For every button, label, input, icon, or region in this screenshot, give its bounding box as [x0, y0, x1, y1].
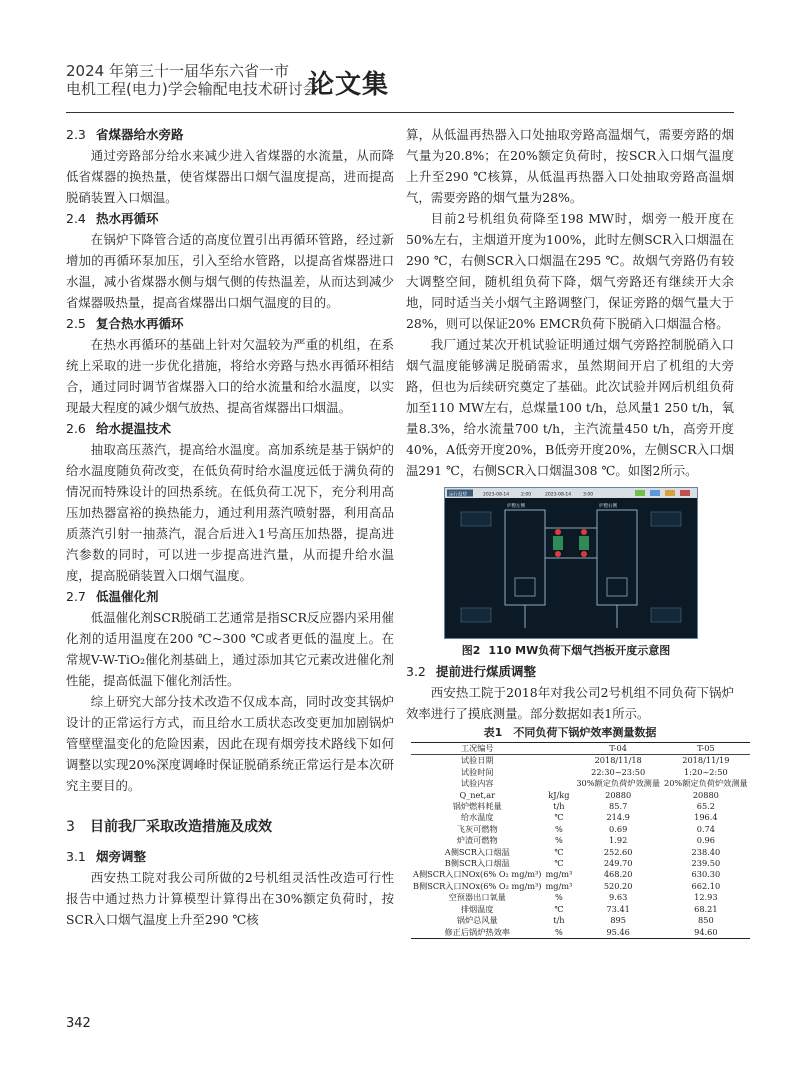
section-title: 给水提温技术 — [96, 421, 172, 436]
table-cell: T-05 — [662, 743, 750, 755]
table-cell: 630.30 — [691, 869, 721, 880]
table-cell: 20880 — [692, 789, 719, 800]
readout-panel — [461, 512, 491, 526]
left-flue-duct — [505, 510, 545, 605]
table-cell: 飞灰可燃物 — [456, 823, 498, 834]
section-number: 2.4 — [66, 211, 86, 226]
section-title: 热水再循环 — [96, 211, 159, 226]
table-cell: % — [544, 927, 575, 939]
table-cell: 30%额定负荷炉效测量 — [576, 778, 661, 789]
readout-panel — [651, 512, 681, 526]
table-cell: 468.20 — [603, 869, 633, 880]
section-title: 目前我厂采取改造措施及成效 — [90, 819, 272, 835]
table-row — [411, 801, 750, 812]
table-cell: 239.50 — [691, 858, 721, 869]
table-cell: 22:30~23:50 — [591, 766, 646, 777]
scr-reactor-right — [607, 578, 627, 596]
table-row — [411, 778, 750, 789]
table-cell: 给水温度 — [460, 812, 494, 823]
table-cell: Q_net,ar — [459, 789, 496, 800]
valve-marker — [581, 551, 587, 557]
section-2-6-heading — [66, 418, 394, 439]
end-time: 3:00 — [583, 492, 594, 498]
figure-label: 图2 — [461, 644, 481, 657]
table-cell: % — [555, 823, 563, 834]
section-title: 省煤器给水旁路 — [96, 127, 184, 142]
table-cell: 850 — [698, 915, 714, 926]
table-cell: 252.60 — [603, 846, 633, 857]
paragraph: 我厂通过某次开机试验证明通过烟气旁路控制脱硝入口烟气温度能够满足脱硝需求，虽然期间开启了机组的大旁路，但也为后续研究奠定了基础。此次试验并网后机组负荷加至110 MW左右，总煤量100 t/h，总风量1 250 t/h，氧量8.3%，给水流量700 t/h，主汽流量450 t/h，高旁开度40%，A低旁开度20%，B低旁开度20%，左侧SCR入口烟温291 ℃，右侧SCR入口烟温308 ℃。如图2所示。 — [406, 337, 734, 478]
valve-marker — [581, 529, 587, 535]
table-cell: 0.74 — [696, 823, 715, 834]
section-number: 3.1 — [66, 849, 86, 864]
table-row — [411, 927, 750, 939]
scr-reactor-left — [515, 578, 535, 596]
table-cell: 12.93 — [694, 892, 718, 903]
page-number: 342 — [66, 1016, 91, 1031]
table-cell: 工况编号 — [411, 743, 544, 755]
table-cell: % — [555, 835, 563, 846]
section-3-2-heading — [406, 661, 734, 682]
table-row — [411, 755, 750, 767]
table-1-caption: 表1 不同负荷下锅炉效率测量数据 — [483, 726, 657, 739]
table-cell: 试验日期 — [460, 755, 494, 766]
table-row — [411, 915, 750, 926]
figure-2-screenshot — [444, 487, 698, 639]
table-cell: 2018/11/19 — [682, 755, 730, 766]
tab-label: 运行趋势 — [449, 492, 467, 498]
table-cell: 修正后锅炉热效率 — [411, 927, 544, 939]
table-cell: 20880 — [605, 789, 632, 800]
figure-2-caption — [406, 641, 734, 661]
table-cell: 1.92 — [609, 835, 628, 846]
table-cell: 试验时间 — [460, 766, 494, 777]
conference-name — [66, 62, 318, 98]
section-2-3-heading — [66, 124, 394, 145]
table-cell: 炉渣可燃物 — [456, 835, 498, 846]
table-cell: 94.60 — [662, 927, 750, 939]
table-row — [411, 835, 750, 846]
section-title: 烟旁调整 — [96, 849, 147, 864]
status-lamp — [635, 490, 645, 496]
paragraph: 抽取高压蒸汽，提高给水温度。高加系统是基于锅炉的给水温度随负荷改变，在低负荷时给水温度远低于满负荷的情况而特殊设计的回热系统。在低负荷工况下，充分利用高压加热器富裕的换热能力，通过利用蒸汽喷射器，利用高品质蒸汽引射一抽蒸汽，混合后进入1号高压加热器，提高进汽参数的同时，可以进一步提高进汽量，从而提升给水温度，提高脱硝装置入口烟气温度。 — [66, 442, 394, 583]
paragraph: 算，从低温再热器入口处抽取旁路高温烟气，需要旁路的烟气量为20.8%；在20%额定负荷时，按SCR入口烟气温度上升至290 ℃核算，从低温再热器入口处抽取旁路高温烟气，需要旁路的烟气量为28%。 — [406, 127, 734, 205]
table-row — [411, 892, 750, 903]
table-cell: 试验内容 — [460, 778, 494, 789]
table-cell: 73.41 — [606, 903, 630, 914]
table-cell: t/h — [553, 915, 565, 926]
table-row — [411, 869, 750, 880]
section-number: 2.6 — [66, 421, 86, 436]
right-flue-duct — [597, 510, 637, 605]
table-cell: 65.2 — [696, 801, 715, 812]
table-cell: 196.4 — [694, 812, 718, 823]
section-number: 2.7 — [66, 589, 86, 604]
paragraph: 在锅炉下降管合适的高度位置引出再循环管路，经过新增加的再循环泵加压，引入至给水管路，以提高省煤器进口水温，减小省煤器水侧与烟气侧的传热温差，从而达到减少省煤器吸热量，提高省煤器出口烟气温度的目的。 — [66, 232, 394, 310]
section-number: 3 — [66, 819, 75, 835]
table-row — [411, 858, 750, 869]
table-cell: kJ/kg — [548, 789, 570, 800]
left-column — [66, 124, 394, 930]
table-row — [411, 812, 750, 823]
section-title: 提前进行煤质调整 — [436, 664, 537, 679]
figure-caption-text: 110 MW负荷下烟气挡板开度示意图 — [488, 644, 671, 657]
status-lamp — [680, 490, 690, 496]
table-cell: ℃ — [554, 846, 564, 857]
table-cell: ℃ — [554, 812, 564, 823]
table-cell: 895 — [610, 915, 626, 926]
table-cell: 排烟温度 — [460, 903, 494, 914]
table-cell: 1:20~2:50 — [684, 766, 728, 777]
table-row — [411, 743, 750, 755]
table-cell: 85.7 — [609, 801, 628, 812]
dcs-screen-graphic — [445, 488, 697, 638]
table-cell: 214.9 — [606, 812, 630, 823]
section-3-heading — [66, 814, 394, 840]
table-cell: 0.69 — [609, 823, 628, 834]
paragraph: 综上研究大部分技术改造不仅成本高，同时改变其锅炉设计的正常运行方式，而且给水工质状态改变更加加剧锅炉管壁壁温变化的危险因素，因此在现有烟旁技术路线下如何调整以实现20%深度调峰时保证脱硝系统正常运行是本次研究主要目的。 — [66, 694, 394, 793]
table-cell: B侧SCR入口NOx(6% O₂ mg/m³) — [413, 880, 542, 891]
table-row — [411, 881, 750, 892]
start-date: 2023-08-14 — [483, 492, 510, 498]
paragraph: 西安热工院于2018年对我公司2号机组不同负荷下锅炉效率进行了摸底测量。部分数据如表1所示。 — [406, 685, 734, 721]
end-date: 2023-08-14 — [545, 492, 572, 498]
table-row — [411, 847, 750, 858]
table-row — [411, 904, 750, 915]
table-cell: ℃ — [554, 858, 564, 869]
section-2-7-heading — [66, 586, 394, 607]
table-cell: 95.46 — [574, 927, 662, 939]
table-row — [411, 824, 750, 835]
table-cell: 662.10 — [691, 880, 721, 891]
conference-line-2: 电机工程(电力)学会输配电技术研讨会 — [66, 80, 318, 98]
table-cell: B侧SCR入口烟温 — [444, 858, 510, 869]
table-cell: t/h — [553, 801, 565, 812]
table-cell: A侧SCR入口NOx(6% O₂ mg/m³) — [413, 869, 542, 880]
table-cell: 249.70 — [603, 858, 633, 869]
table-cell — [544, 778, 575, 789]
conference-line-1: 2024 年第三十一届华东六省一市 — [66, 62, 289, 80]
readout-panel — [461, 608, 491, 622]
paragraph: 在热水再循环的基础上针对欠温较为严重的机组，在系统上采取的进一步优化措施，将给水旁路与热水再循环相结合，通过同时调节省煤器入口的给水流量和给水温度，以实现最大程度的减少烟气放热、提高省煤器出口烟温。 — [66, 337, 394, 415]
right-column — [406, 124, 748, 939]
proceedings-title: 论文集 — [308, 70, 390, 100]
section-2-4-heading — [66, 208, 394, 229]
table-cell: 0.96 — [696, 835, 715, 846]
table-cell — [544, 743, 575, 755]
paragraph: 通过旁路部分给水来减少进入省煤器的水流量，从而降低省煤器的换热量，使省煤器出口烟气温度提高，进而提高脱硝装置入口烟温。 — [66, 148, 394, 205]
table-cell: mg/m³ — [545, 869, 573, 880]
table-1 — [411, 742, 750, 939]
start-time: 2:00 — [521, 492, 532, 498]
damper-indicator — [553, 536, 563, 550]
table-cell: 2018/11/18 — [594, 755, 642, 766]
right-duct-label: 炉膛右侧 — [599, 504, 617, 509]
table-cell: 9.63 — [609, 892, 628, 903]
table-cell: ℃ — [554, 903, 564, 914]
section-number: 3.2 — [406, 664, 426, 679]
table-cell: T-04 — [574, 743, 662, 755]
section-title: 复合热水再循环 — [96, 316, 184, 331]
table-cell: 锅炉总风量 — [456, 915, 498, 926]
left-duct-label: 炉膛左侧 — [507, 504, 525, 509]
readout-panel — [651, 608, 681, 622]
table-cell: mg/m³ — [545, 880, 573, 891]
table-cell: 20%额定负荷炉效测量 — [664, 778, 748, 789]
table-cell — [544, 755, 575, 767]
status-lamp — [650, 490, 660, 496]
header-rule — [66, 112, 734, 113]
damper-indicator — [579, 536, 589, 550]
table-cell — [544, 767, 575, 778]
paragraph: 目前2号机组负荷降至198 MW时，烟旁一般开度在50%左右，主烟道开度为100%，此时左侧SCR入口烟温在290 ℃，右侧SCR入口烟温在295 ℃。故烟气旁路仍有较大调整空间，随机组负荷下降，烟气旁路还有继续开大余地，同时适当关小烟气主路调整门，保证旁路的烟气量大于28%，则可以保证20% EMCR负荷下脱硝入口烟温合格。 — [406, 211, 734, 331]
section-3-1-heading — [66, 846, 394, 867]
table-cell: % — [555, 892, 563, 903]
section-2-5-heading — [66, 313, 394, 334]
status-lamp — [665, 490, 675, 496]
table-row — [411, 790, 750, 801]
table-cell: 238.40 — [691, 846, 721, 857]
table-cell: 520.20 — [603, 880, 633, 891]
table-row — [411, 767, 750, 778]
section-title: 低温催化剂 — [96, 589, 159, 604]
section-number: 2.3 — [66, 127, 86, 142]
table-cell: 空预器出口氧量 — [448, 892, 506, 903]
valve-marker — [555, 529, 561, 535]
table-cell: A侧SCR入口烟温 — [444, 846, 510, 857]
table-cell: 68.21 — [694, 903, 718, 914]
section-number: 2.5 — [66, 316, 86, 331]
valve-marker — [555, 551, 561, 557]
table-cell: 锅炉燃料耗量 — [452, 801, 502, 812]
paragraph: 低温催化剂SCR脱硝工艺通常是指SCR反应器内采用催化剂的适用温度在200 ℃~300 ℃或者更低的温度上。在常规V-W-TiO₂催化剂基础上，通过添加其它元素改进催化剂性能，提高低温下催化剂活性。 — [66, 610, 394, 688]
paragraph: 西安热工院对我公司所做的2号机组灵活性改造可行性报告中通过热力计算模型计算得出在30%额定负荷时，按SCR入口烟气温度上升至290 ℃核 — [66, 870, 394, 927]
